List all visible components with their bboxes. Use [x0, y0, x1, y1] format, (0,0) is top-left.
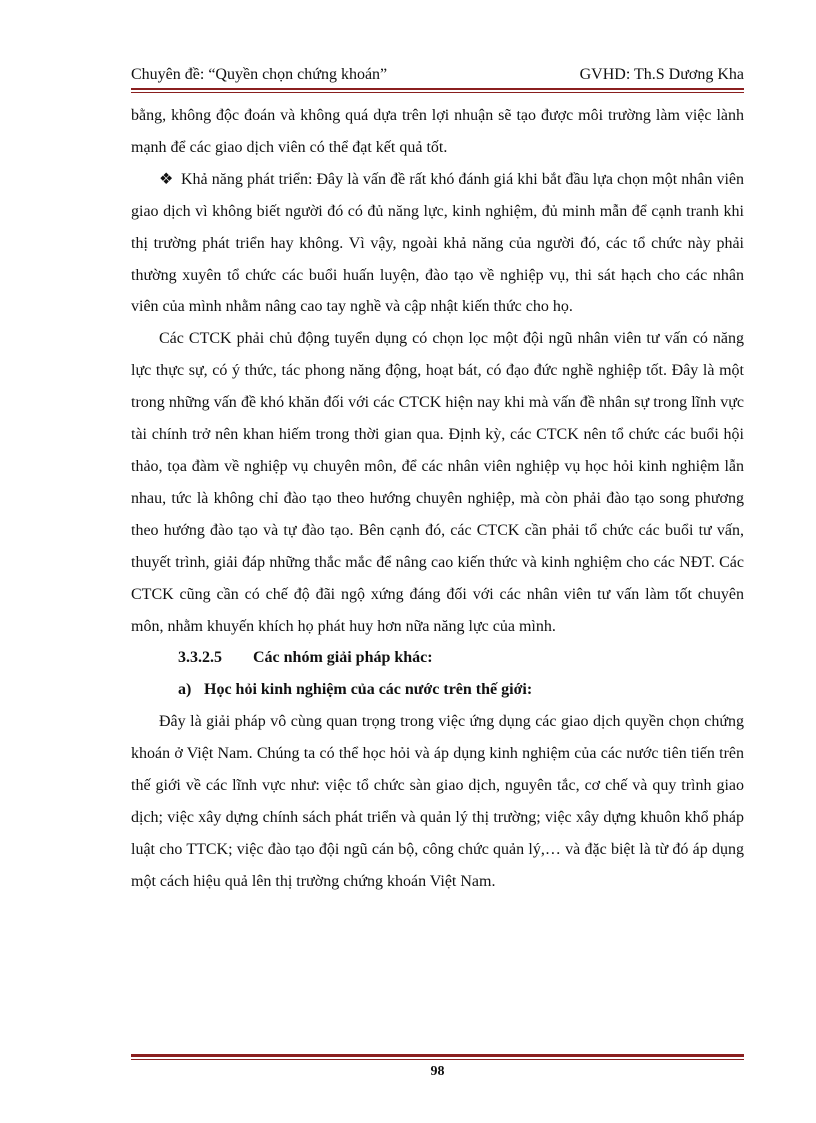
- header-rule-thick: [131, 88, 744, 90]
- paragraph-recruitment: Các CTCK phải chủ động tuyển dụng có chọn lọc một đội ngũ nhân viên tư vấn có năng lực thực sự, có ý thức, tác phong năng động, hoạt bát, có đạo đức nghề nghiệp tốt. Đây là một trong những vấn đề khó khăn đối với các CTCK hiện nay khi mà vấn đề nhân sự trong lĩnh vực tài chính trở nên khan hiếm trong thời gian qua. Định kỳ, các CTCK nên tổ chức các buổi hội thảo, tọa đàm về nghiệp vụ chuyên môn, để các nhân viên nghiệp vụ học hỏi kinh nghiệm lẫn nhau, tức là không chỉ đào tạo theo hướng chuyên nghiệp, mà còn phải đào tạo song phương theo hướng đào tạo và tự đào tạo. Bên cạnh đó, các CTCK cần phải tổ chức các buổi tư vấn, thuyết trình, giải đáp những thắc mắc để nâng cao kiến thức và kinh nghiệm cho các NĐT. Các CTCK cũng cần có chế độ đãi ngộ xứng đáng đối với các nhân viên tư vấn làm tốt chuyên môn, nhằm khuyến khích họ phát huy hơn nữa năng lực của mình.: [131, 330, 744, 635]
- paragraph-continuation: bằng, không độc đoán và không quá dựa trên lợi nhuận sẽ tạo được môi trường làm việc lành mạnh để các giao dịch viên có thể đạt kết quả tốt.: [131, 107, 744, 156]
- page-body: [131, 100, 744, 898]
- bullet-paragraph: [131, 164, 744, 324]
- footer-rule-thin: [131, 1059, 744, 1060]
- diamond-bullet-icon: ❖: [159, 170, 174, 188]
- footer-rule-thick: [131, 1054, 744, 1057]
- subsection-label: a): [178, 681, 192, 699]
- subsection-heading: [131, 674, 744, 706]
- page-number: 98: [430, 1064, 445, 1079]
- subsection-title: Học hỏi kinh nghiệm của các nước trên thế giới:: [204, 681, 533, 699]
- header-document-title: Chuyên đề: “Quyền chọn chứng khoán”: [131, 66, 388, 83]
- section-heading: [131, 642, 744, 674]
- section-number: 3.3.2.5: [178, 649, 222, 667]
- header-rule-thin: [131, 92, 744, 93]
- page-header: [131, 62, 744, 88]
- section-title: Các nhóm giải pháp khác:: [253, 649, 433, 667]
- header-advisor: GVHD: Th.S Dương Kha: [579, 66, 744, 83]
- bullet-paragraph-text: Khả năng phát triển: Đây là vấn đề rất khó đánh giá khi bắt đầu lựa chọn một nhân viên giao dịch vì không biết người đó có đủ năng lực, kinh nghiệm, đủ minh mẫn để cạnh tranh khi thị trường phát triển hay không. Vì vậy, ngoài khả năng của người đó, các tổ chức này phải thường xuyên tổ chức các buổi huấn luyện, đào tạo về nghiệp vụ, thi sát hạch cho các nhân viên của mình nhằm nâng cao tay nghề và cập nhật kiến thức cho họ.: [131, 170, 744, 316]
- paragraph-learning: Đây là giải pháp vô cùng quan trọng trong việc ứng dụng các giao dịch quyền chọn chứng khoán ở Việt Nam. Chúng ta có thể học hỏi và áp dụng kinh nghiệm của các nước tiên tiến trên thế giới về các lĩnh vực như: việc tổ chức sàn giao dịch, nguyên tắc, cơ chế và quy trình giao dịch; việc xây dựng chính sách phát triển và quản lý thị trường; việc xây dựng khuôn khổ pháp luật cho TTCK; việc đào tạo đội ngũ cán bộ, công chức quản lý,… và đặc biệt là từ đó áp dụng một cách hiệu quả lên thị trường chứng khoán Việt Nam.: [131, 713, 744, 890]
